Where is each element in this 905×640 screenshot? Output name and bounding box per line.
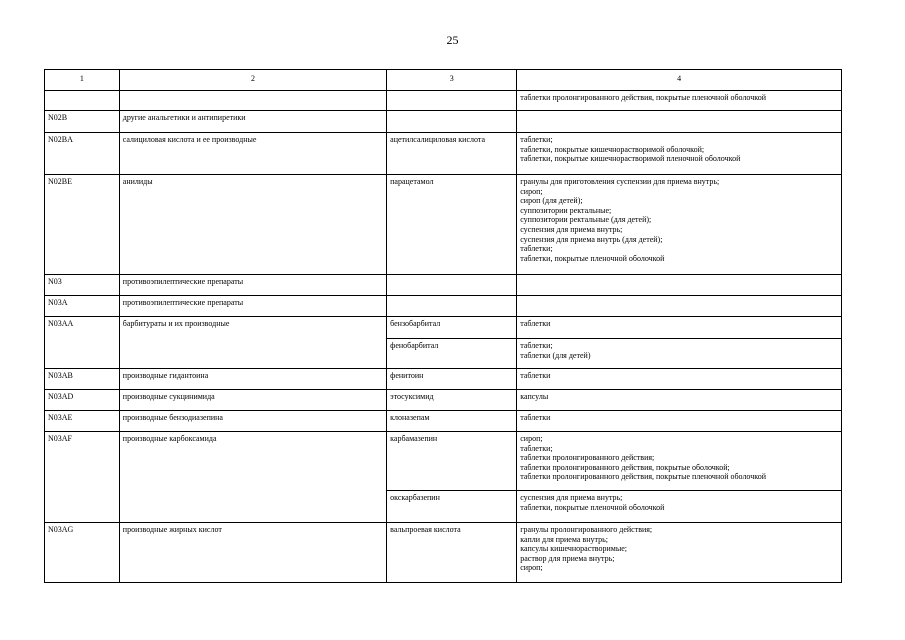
dosage-form: таблетки пролонгированного действия, покрытые пленочной оболочкой (520, 472, 767, 482)
atc-code-cell: N02BE (45, 175, 120, 275)
column-header: 4 (517, 70, 842, 91)
dosage-forms-cell (517, 296, 842, 317)
group-cell: противоэпилептические препараты (119, 296, 386, 317)
dosage-forms-cell (517, 133, 842, 175)
atc-code-cell (45, 91, 120, 111)
dosage-forms-cell (517, 111, 842, 133)
substance-cell (387, 275, 517, 296)
dosage-forms-cell (517, 91, 842, 111)
atc-code-cell: N03AF (45, 432, 120, 523)
dosage-form: капсулы кишечнорастворимые; (520, 544, 627, 554)
dosage-form: суппозитории ректальные; (520, 205, 612, 215)
dosage-form: раствор для приема внутрь; (520, 553, 615, 563)
dosage-form: гранулы пролонгированного действия; (520, 525, 653, 534)
substance-cell: фенитоин (387, 369, 517, 390)
table-row (45, 111, 842, 133)
group-cell: барбитураты и их производные (119, 317, 386, 369)
medication-table (44, 69, 842, 583)
group-cell: производные карбоксамида (119, 432, 386, 523)
group-cell: производные бензодиазепина (119, 411, 386, 432)
dosage-forms-cell (517, 491, 842, 523)
dosage-form: таблетки (520, 371, 551, 380)
dosage-form: суспензия для приема внутрь; (520, 493, 623, 502)
dosage-form: таблетки; (520, 135, 553, 144)
dosage-form: сироп; (520, 186, 543, 196)
group-cell: производные жирных кислот (119, 523, 386, 583)
dosage-form: сироп; (520, 434, 543, 443)
dosage-form: таблетки, покрытые кишечнорастворимой пленочной оболочкой (520, 154, 741, 164)
substance-cell (387, 111, 517, 133)
substance-cell: карбамазепин (387, 432, 517, 491)
substance-cell (387, 296, 517, 317)
table-row (45, 296, 842, 317)
dosage-form: сироп; (520, 563, 543, 573)
atc-code-cell: N02B (45, 111, 120, 133)
substance-cell: вальпроевая кислота (387, 523, 517, 583)
dosage-form: суппозитории ректальные (для детей); (520, 215, 652, 225)
substance-cell: клоназепам (387, 411, 517, 432)
dosage-form: таблетки, покрытые пленочной оболочкой (520, 253, 665, 263)
dosage-form: таблетки (для детей) (520, 350, 591, 360)
atc-code-cell: N03AD (45, 390, 120, 411)
column-header: 3 (387, 70, 517, 91)
dosage-form: таблетки (520, 413, 551, 422)
table-row (45, 91, 842, 111)
atc-code-cell: N03AB (45, 369, 120, 390)
dosage-form: таблетки, покрытые кишечнорастворимой оболочкой; (520, 144, 705, 154)
table-row (45, 411, 842, 432)
dosage-form: таблетки, покрытые пленочной оболочкой (520, 502, 665, 512)
substance-cell: фенобарбитал (387, 339, 517, 369)
substance-cell: парацетамол (387, 175, 517, 275)
table-row (45, 317, 842, 339)
atc-code-cell: N03AA (45, 317, 120, 369)
dosage-forms-cell (517, 275, 842, 296)
dosage-form: таблетки; (520, 341, 553, 350)
dosage-forms-cell (517, 339, 842, 369)
dosage-forms-cell (517, 369, 842, 390)
substance-cell: бензобарбитал (387, 317, 517, 339)
table-row (45, 432, 842, 491)
atc-code-cell: N03AG (45, 523, 120, 583)
group-cell: салициловая кислота и ее производные (119, 133, 386, 175)
substance-cell: ацетилсалициловая кислота (387, 133, 517, 175)
table-row (45, 275, 842, 296)
group-cell: производные сукцинимида (119, 390, 386, 411)
group-cell: противоэпилептические препараты (119, 275, 386, 296)
group-cell: другие анальгетики и антипиретики (119, 111, 386, 133)
table-row (45, 523, 842, 583)
substance-cell (387, 91, 517, 111)
dosage-forms-cell (517, 390, 842, 411)
dosage-forms-cell (517, 432, 842, 491)
atc-code-cell: N03AE (45, 411, 120, 432)
table-row (45, 175, 842, 275)
group-cell: производные гидантоина (119, 369, 386, 390)
column-header: 2 (119, 70, 386, 91)
dosage-form: капли для приема внутрь; (520, 534, 608, 544)
dosage-form: таблетки (520, 319, 551, 328)
table-row (45, 390, 842, 411)
dosage-forms-cell (517, 411, 842, 432)
dosage-forms-cell (517, 523, 842, 583)
substance-cell: окскарбазепин (387, 491, 517, 523)
group-cell (119, 91, 386, 111)
atc-code-cell: N02BA (45, 133, 120, 175)
table-header-row (45, 70, 842, 91)
atc-code-cell: N03A (45, 296, 120, 317)
group-cell: анилиды (119, 175, 386, 275)
table-row (45, 369, 842, 390)
substance-cell: этосуксимид (387, 390, 517, 411)
dosage-forms-cell (517, 317, 842, 339)
page-number: 25 (446, 33, 459, 47)
dosage-forms-cell (517, 175, 842, 275)
dosage-form: таблетки пролонгированного действия, покрытые оболочкой; (520, 462, 730, 472)
dosage-form: гранулы для приготовления суспензии для приема внутрь; (520, 177, 720, 186)
atc-code-cell: N03 (45, 275, 120, 296)
table-row (45, 133, 842, 175)
dosage-form: таблетки пролонгированного действия; (520, 453, 655, 463)
dosage-form: суспензия для приема внутрь; (520, 224, 623, 234)
dosage-form: таблетки; (520, 244, 553, 254)
dosage-form: капсулы (520, 392, 549, 401)
column-header: 1 (45, 70, 120, 91)
dosage-form: сироп (для детей); (520, 196, 583, 206)
dosage-form: таблетки; (520, 443, 553, 453)
dosage-form: таблетки пролонгированного действия, покрытые пленочной оболочкой (520, 93, 767, 102)
dosage-form: суспензия для приема внутрь (для детей); (520, 234, 663, 244)
